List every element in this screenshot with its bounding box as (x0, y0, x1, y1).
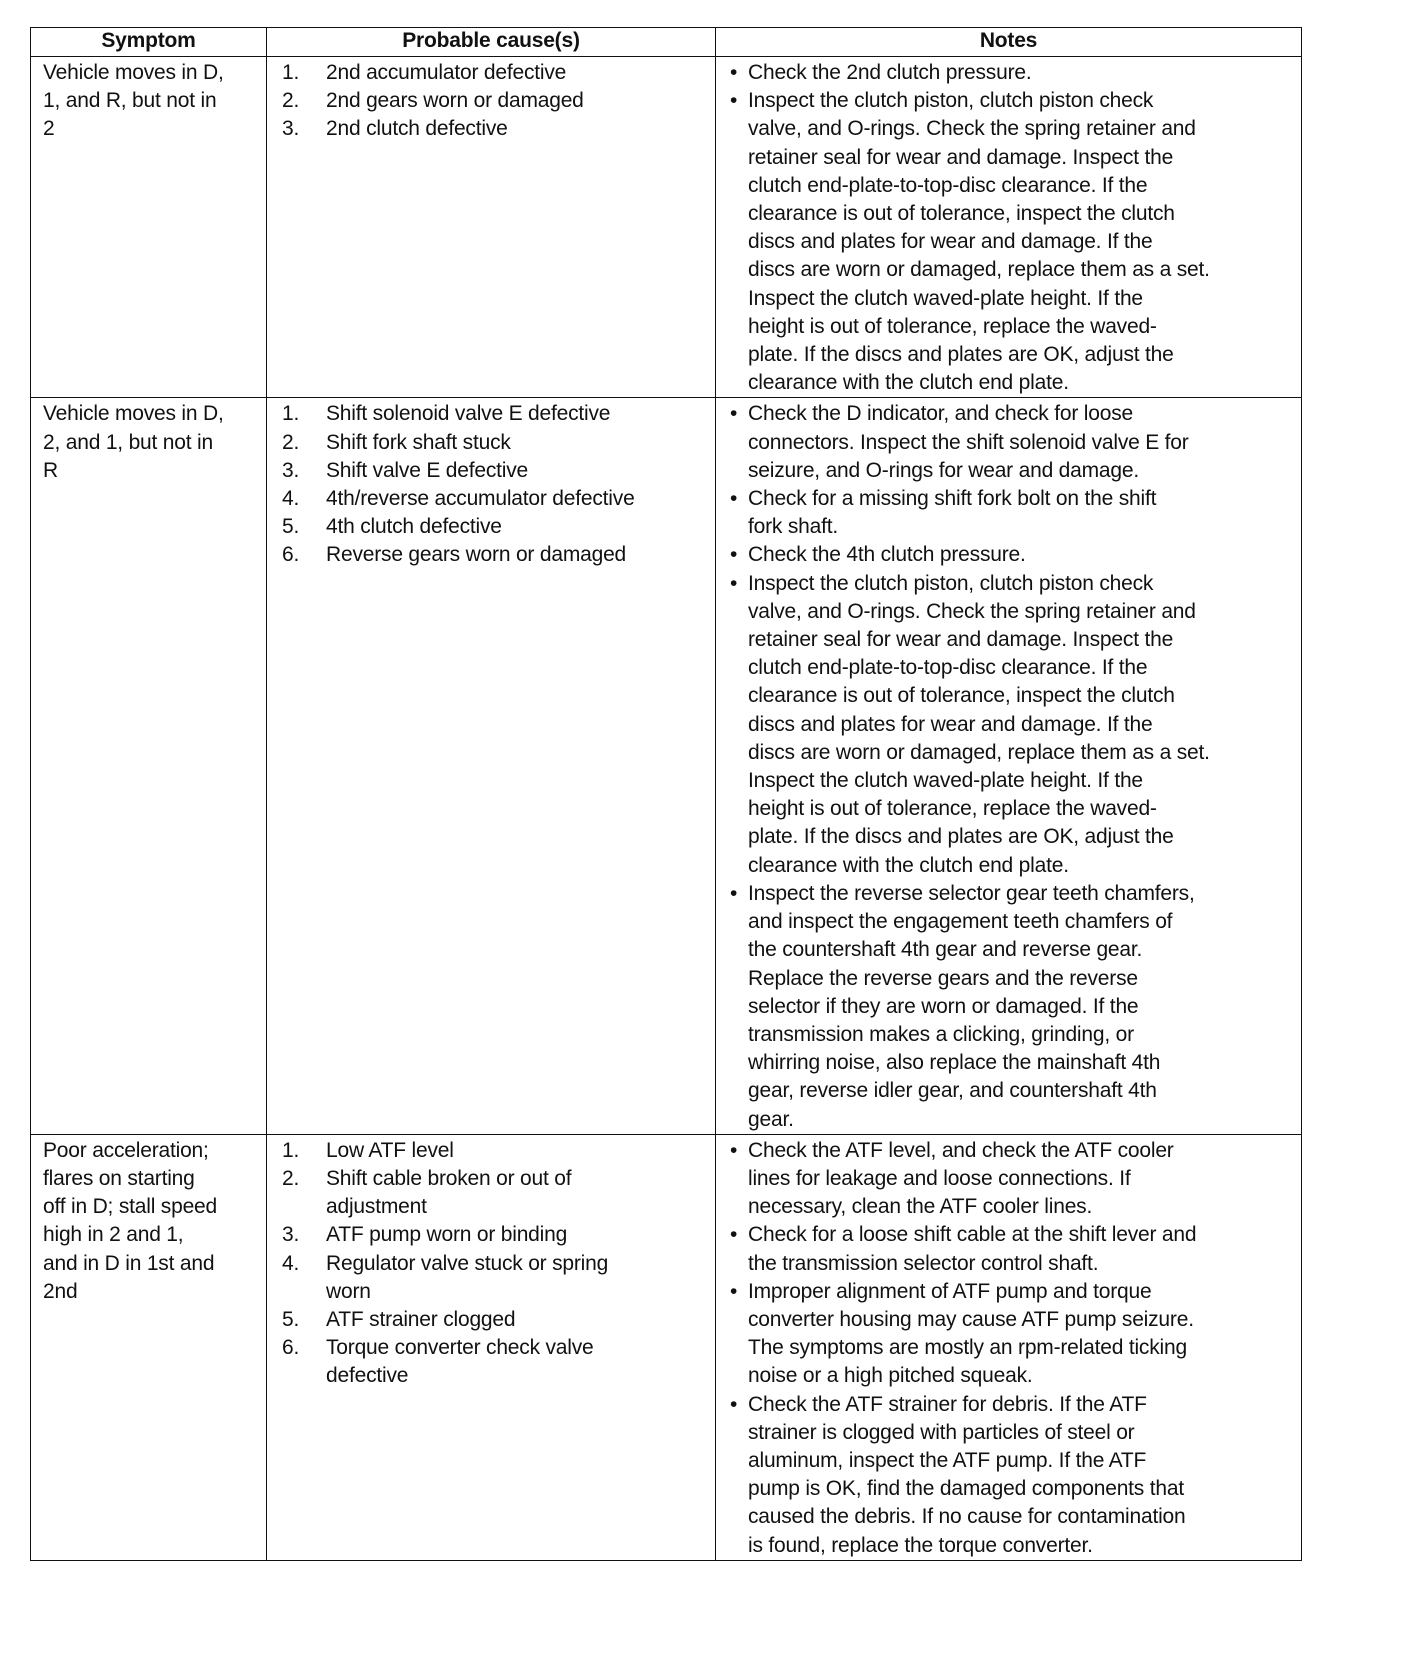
cause-text: Shift valve E defective (326, 458, 529, 482)
cause-item (282, 1221, 715, 1249)
bullet-icon: • (730, 1223, 738, 1247)
cause-item (282, 115, 715, 143)
cause-text: 2nd accumulator defective (326, 61, 567, 84)
bullet-icon: • (730, 89, 738, 113)
cause-number: 6. (282, 543, 300, 567)
note-text: Check for a missing shift fork bolt on the shift fork shaft. (748, 487, 1157, 539)
cause-number: 3. (282, 1223, 300, 1247)
notes-cell (716, 1134, 1302, 1560)
header-symptom: Symptom (31, 28, 267, 57)
bullet-icon: • (730, 61, 738, 84)
cause-text: Shift solenoid valve E defective (326, 402, 611, 426)
note-text: Improper alignment of ATF pump and torque converter housing may cause ATF pump seizure. The symptoms are mostly an rpm-related ticking noise or a high pitched squeak. (748, 1279, 1194, 1388)
troubleshooting-table (30, 27, 1302, 1561)
cause-item (282, 87, 715, 115)
note-text: Inspect the clutch piston, clutch piston check valve, and O-rings. Check the spring retainer and retainer seal for wear and damage. Inspect the clutch end-plate-to-top-disc clearance. If the clearance is out of tolerance, inspect the clutch discs and plates for wear and damage. If the discs are worn or damaged, replace them as a set. Inspect the clutch waved-plate height. If the height is out of tolerance, replace the waved- plate. If the discs and plates are OK, adjust the clearance with the clutch end plate. (748, 89, 1210, 395)
cause-item (282, 485, 715, 513)
cause-number: 5. (282, 515, 300, 539)
cause-number: 1. (282, 1138, 300, 1162)
bullet-icon: • (730, 1138, 738, 1162)
cause-item (282, 59, 715, 87)
symptom-cell: Poor acceleration; flares on starting off in D; stall speed high in 2 and 1, and in D in 1st and 2nd (31, 1134, 267, 1560)
note-text: Check the ATF strainer for debris. If the ATF strainer is clogged with particles of steel or aluminum, inspect the ATF pump. If the ATF pump is OK, find the damaged components that caused the debris. If no cause for contamination is found, replace the torque converter. (748, 1392, 1186, 1557)
bullet-icon: • (730, 571, 738, 595)
note-item (730, 1221, 1301, 1277)
cause-text: ATF pump worn or binding (326, 1223, 568, 1247)
cause-item (282, 1137, 715, 1165)
cause-item (282, 1306, 715, 1334)
note-text: Inspect the clutch piston, clutch piston check valve, and O-rings. Check the spring retainer and retainer seal for wear and damage. Inspect the clutch end-plate-to-top-disc clearance. If the clearance is out of tolerance, inspect the clutch discs and plates for wear and damage. If the discs are worn or damaged, replace them as a set. Inspect the clutch waved-plate height. If the height is out of tolerance, replace the waved- plate. If the discs and plates are OK, adjust the clearance with the clutch end plate. (748, 571, 1210, 877)
cause-text: Low ATF level (326, 1138, 454, 1162)
note-item (730, 1137, 1301, 1222)
cause-text: 2nd clutch defective (326, 117, 508, 141)
cause-item (282, 1334, 715, 1390)
bullet-icon: • (730, 543, 738, 567)
cause-number: 3. (282, 117, 300, 141)
cause-text: Regulator valve stuck or spring worn (326, 1251, 609, 1303)
note-item (730, 1278, 1301, 1391)
cause-text: Shift cable broken or out of adjustment (326, 1166, 572, 1219)
notes-cell (716, 398, 1302, 1134)
cause-number: 6. (282, 1336, 300, 1360)
cause-number: 2. (282, 1166, 300, 1190)
cause-item (282, 1165, 715, 1221)
cause-number: 5. (282, 1307, 300, 1331)
note-item (730, 1391, 1301, 1560)
symptom-cell: Vehicle moves in D, 2, and 1, but not in R (31, 398, 267, 1134)
bullet-icon: • (730, 1392, 738, 1416)
note-item (730, 541, 1301, 569)
cause-number: 3. (282, 458, 300, 482)
cause-number: 4. (282, 487, 300, 511)
cause-text: 4th clutch defective (326, 515, 502, 539)
notes-cell (716, 57, 1302, 398)
note-item (730, 880, 1301, 1134)
note-item (730, 400, 1301, 485)
cause-number: 2. (282, 430, 300, 454)
cause-number: 1. (282, 402, 300, 426)
note-item (730, 570, 1301, 880)
note-text: Check the 4th clutch pressure. (748, 543, 1026, 567)
cause-text: 2nd gears worn or damaged (326, 89, 584, 113)
symptom-cell: Vehicle moves in D, 1, and R, but not in 2 (31, 57, 267, 398)
cause-text: Torque converter check valve defective (326, 1336, 594, 1388)
note-text: Check the D indicator, and check for loose connectors. Inspect the shift solenoid valve E for seizure, and O-rings for wear and damage. (748, 402, 1189, 482)
cause-item (282, 400, 715, 428)
note-text: Check the 2nd clutch pressure. (748, 61, 1032, 84)
note-text: Inspect the reverse selector gear teeth chamfers, and inspect the engagement teeth chamfers of the countershaft 4th gear and reverse gear. Replace the reverse gears and the reverse selector if they are worn or damaged. If the transmission makes a clicking, grinding, or whirring noise, also replace the mainshaft 4th gear, reverse idler gear, and countershaft 4th gear. (748, 881, 1195, 1131)
cause-text: 4th/reverse accumulator defective (326, 487, 635, 511)
header-row (31, 28, 1302, 57)
bullet-icon: • (730, 881, 738, 905)
causes-cell (267, 1134, 716, 1560)
table-row (31, 1134, 1302, 1560)
cause-number: 2. (282, 89, 300, 113)
cause-number: 4. (282, 1251, 300, 1275)
cause-number: 1. (282, 61, 300, 84)
cause-text: ATF strainer clogged (326, 1307, 516, 1331)
note-item (730, 59, 1301, 87)
causes-cell (267, 398, 716, 1134)
bullet-icon: • (730, 402, 738, 426)
causes-cell (267, 57, 716, 398)
note-text: Check for a loose shift cable at the shift lever and the transmission selector control shaft. (748, 1223, 1197, 1275)
cause-item (282, 541, 715, 569)
note-text: Check the ATF level, and check the ATF cooler lines for leakage and loose connections. If necessary, clean the ATF cooler lines. (748, 1138, 1174, 1219)
bullet-icon: • (730, 1279, 738, 1303)
header-probable-causes: Probable cause(s) (267, 28, 716, 57)
header-notes: Notes (716, 28, 1302, 57)
cause-item (282, 513, 715, 541)
cause-text: Shift fork shaft stuck (326, 430, 511, 454)
cause-text: Reverse gears worn or damaged (326, 543, 627, 567)
bullet-icon: • (730, 487, 738, 511)
cause-item (282, 457, 715, 485)
cause-item (282, 429, 715, 457)
table-row (31, 398, 1302, 1134)
cause-item (282, 1250, 715, 1306)
note-item (730, 485, 1301, 541)
note-item (730, 87, 1301, 397)
table-row (31, 57, 1302, 398)
